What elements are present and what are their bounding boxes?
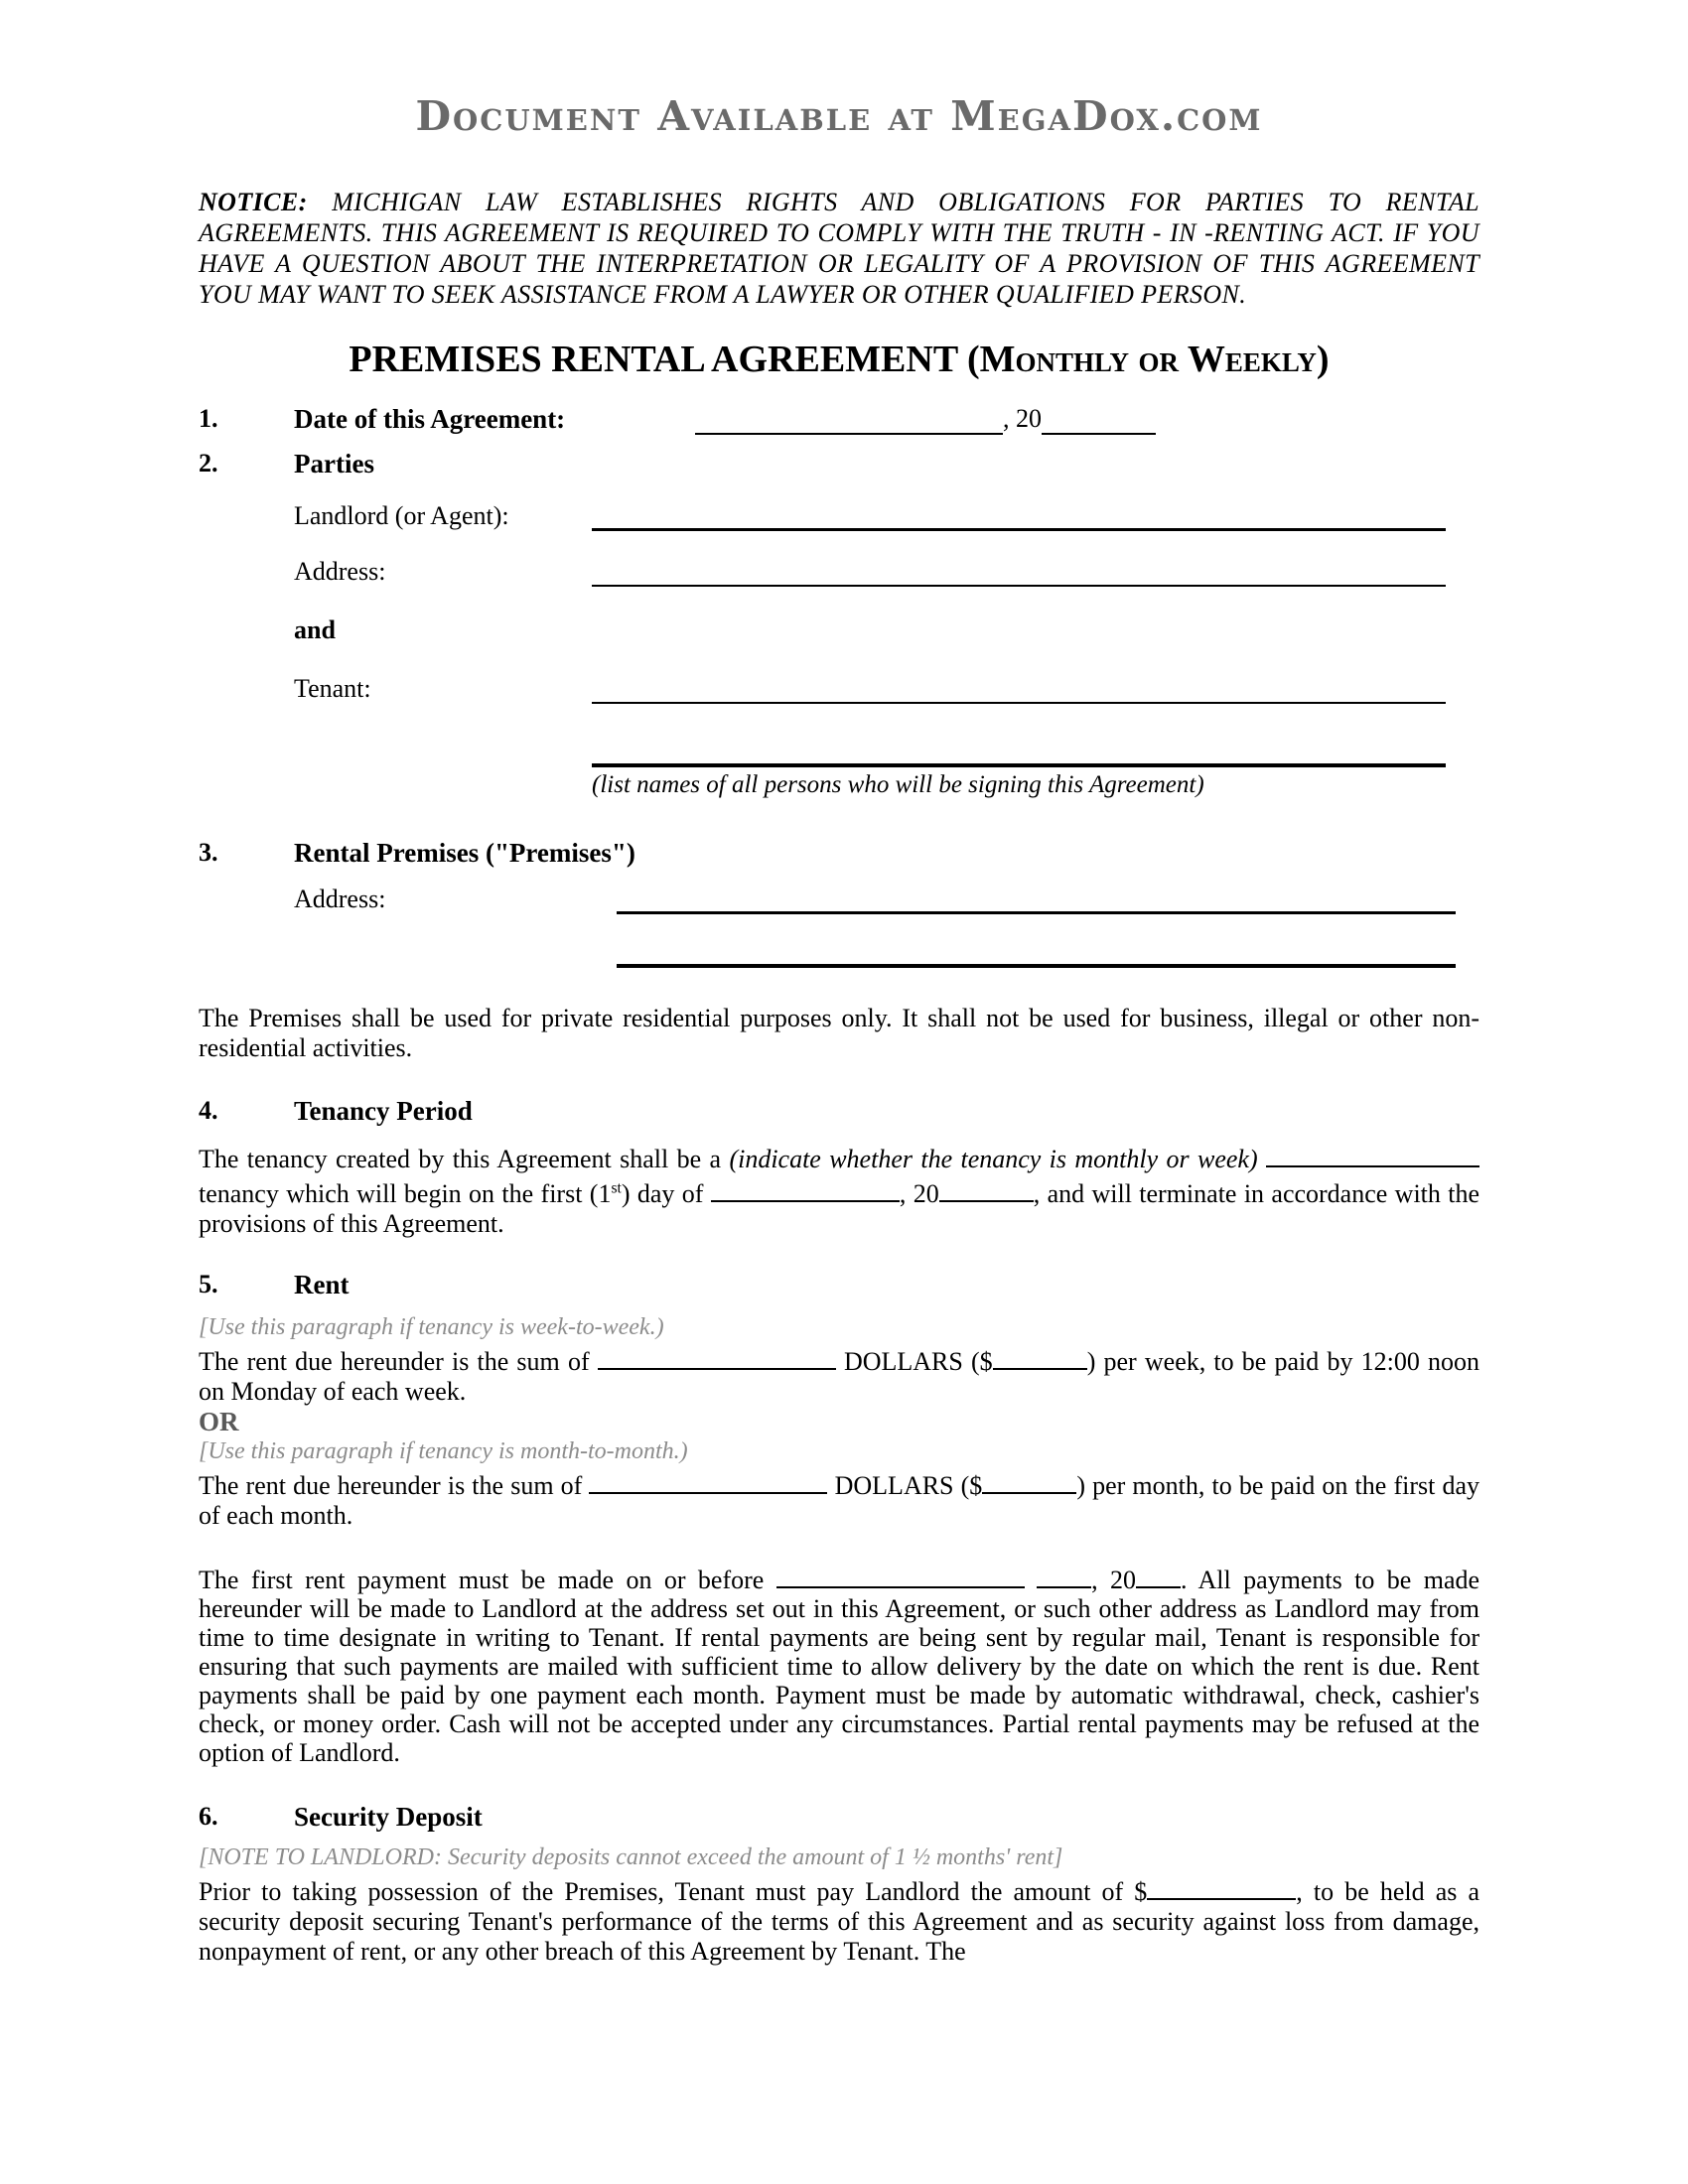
rent-heading: Rent xyxy=(294,1270,350,1299)
weekly-rent-words-blank[interactable] xyxy=(598,1342,836,1370)
statutory-notice xyxy=(199,187,1479,310)
premises-address-blank-2[interactable] xyxy=(617,962,1456,968)
section-2-number: 2. xyxy=(199,449,218,478)
deposit-landlord-note: [NOTE TO LANDLORD: Security deposits cannot exceed the amount of 1 ½ months' rent] xyxy=(199,1844,1063,1870)
site-header-banner: Document Available at MegaDox.com xyxy=(415,92,1263,140)
tenant-label: Tenant: xyxy=(294,674,371,703)
title-prefix: PREMISES RENTAL AGREEMENT ( xyxy=(349,339,980,380)
payment-start: The first rent payment must be made on or before xyxy=(199,1566,765,1594)
weekly-rent-end: ) per week, to be paid by 12:00 noon on Monday of each week. xyxy=(199,1347,1479,1406)
first-payment-day-blank[interactable] xyxy=(1037,1561,1091,1588)
parties-heading: Parties xyxy=(294,449,374,478)
tenancy-month-blank[interactable] xyxy=(711,1174,900,1202)
monthly-rent-start: The rent due hereunder is the sum of xyxy=(199,1471,583,1500)
date-blank[interactable] xyxy=(695,431,1003,435)
premises-address-label: Address: xyxy=(294,885,386,913)
section-1-date xyxy=(199,403,1479,435)
monthly-rent-paragraph xyxy=(199,1466,1479,1531)
date-year-blank[interactable] xyxy=(1042,431,1156,435)
first-payment-year-blank[interactable] xyxy=(1136,1561,1181,1588)
notice-label: NOTICE: xyxy=(199,188,308,216)
monthly-rent-end: ) per month, to be paid on the first day of each month. xyxy=(199,1471,1479,1530)
date-comma-20: , 20 xyxy=(1003,404,1042,433)
tenancy-heading: Tenancy Period xyxy=(294,1096,473,1126)
section-3-premises xyxy=(199,837,1479,869)
monthly-rent-dollars: DOLLARS ($ xyxy=(834,1471,983,1500)
monthly-rent-amount-blank[interactable] xyxy=(982,1466,1076,1494)
section-4-number: 4. xyxy=(199,1096,218,1125)
document-title xyxy=(199,336,1479,383)
section-5-number: 5. xyxy=(199,1270,218,1298)
date-label: Date of this Agreement: xyxy=(294,404,566,434)
landlord-label: Landlord (or Agent): xyxy=(294,501,509,530)
title-suffix: ) xyxy=(1316,339,1330,380)
first-payment-date-blank[interactable] xyxy=(776,1561,1025,1588)
section-5-rent xyxy=(199,1269,1479,1300)
section-4-tenancy xyxy=(199,1095,1479,1127)
payment-comma-20: , 20 xyxy=(1091,1566,1137,1594)
tenancy-text-mid: tenancy which will begin on the first (1 xyxy=(199,1179,612,1208)
payment-terms-paragraph xyxy=(199,1561,1479,1767)
tenant-names-caption: (list names of all persons who will be signing this Agreement) xyxy=(592,771,1204,798)
tenant-row xyxy=(294,674,1479,704)
weekly-rent-paragraph xyxy=(199,1342,1479,1407)
or-label: OR xyxy=(199,1407,239,1436)
deposit-heading: Security Deposit xyxy=(294,1802,483,1832)
notice-text: MICHIGAN LAW ESTABLISHES RIGHTS AND OBLIGATIONS FOR PARTIES TO RENTAL AGREEMENTS. THIS AGREEMENT IS REQUIRED TO COMPLY WITH THE TRUTH - IN -RENTING ACT. IF YOU HAVE A QUESTION ABOUT THE INTERPRETATION OR LEGALITY OF A PROVISION OF THIS AGREEMENT YOU MAY WANT TO SEEK ASSISTANCE FROM A LAWYER OR OTHER QUALIFIED PERSON. xyxy=(199,188,1479,309)
premises-address-blank-1[interactable] xyxy=(617,909,1456,914)
landlord-row xyxy=(294,501,1479,531)
tenancy-type-blank[interactable] xyxy=(1266,1140,1479,1167)
tenancy-paragraph xyxy=(199,1140,1479,1239)
landlord-name-blank[interactable] xyxy=(592,526,1446,531)
landlord-address-blank[interactable] xyxy=(592,583,1446,587)
section-6-deposit xyxy=(199,1801,1479,1833)
deposit-start: Prior to taking possession of the Premises, Tenant must pay Landlord the amount of $ xyxy=(199,1877,1148,1906)
deposit-paragraph xyxy=(199,1872,1479,1967)
premises-heading: Rental Premises ("Premises") xyxy=(294,838,635,868)
tenancy-year-blank[interactable] xyxy=(939,1174,1034,1202)
landlord-address-label: Address: xyxy=(294,557,386,586)
weekly-rent-start: The rent due hereunder is the sum of xyxy=(199,1347,590,1376)
premises-use-paragraph: The Premises shall be used for private residential purposes only. It shall not be used for business, illegal or other non-residential activities. xyxy=(199,1004,1479,1062)
tenancy-ordinal: st xyxy=(611,1179,622,1197)
tenancy-text-end: , and will terminate in accordance with the provisions of this Agreement. xyxy=(199,1179,1480,1238)
month-to-month-note: [Use this paragraph if tenancy is month-to-month.) xyxy=(199,1438,688,1464)
tenancy-day-of: ) day of xyxy=(621,1179,704,1208)
weekly-rent-amount-blank[interactable] xyxy=(993,1342,1087,1370)
title-smallcaps: Monthly or Weekly xyxy=(979,339,1317,380)
and-label: and xyxy=(294,615,336,644)
tenant-name-blank[interactable] xyxy=(592,700,1446,704)
tenant-names-blank-2[interactable] xyxy=(592,761,1446,767)
monthly-rent-words-blank[interactable] xyxy=(589,1466,827,1494)
deposit-end: , to be held as a security deposit securing Tenant's performance of the terms of this Agreement and as security against loss from damage, nonpayment of rent, or any other breach of this Agreement by Tenant. The xyxy=(199,1877,1479,1966)
premises-address-row xyxy=(294,885,1479,914)
deposit-amount-blank[interactable] xyxy=(1147,1872,1296,1900)
payment-end: . All payments to be made hereunder will be made to Landlord at the address set out in this Agreement, or such other address as Landlord may from time to time designate in writing to Tenant. If rental payments are being sent by regular mail, Tenant is responsible for ensuring that such payments are mailed with sufficient time to allow delivery by the date on which the rent is due. Rent payments shall be paid by one payment each month. Payment must be made by automatic withdrawal, check, cashier's check, or money order. Cash will not be accepted under any circumstances. Partial rental payments may be refused at the option of Landlord. xyxy=(199,1566,1480,1767)
section-3-number: 3. xyxy=(199,838,218,867)
and-row xyxy=(294,615,1479,645)
section-6-number: 6. xyxy=(199,1802,218,1831)
section-1-number: 1. xyxy=(199,404,218,433)
tenancy-comma-20: , 20 xyxy=(899,1179,939,1208)
weekly-rent-dollars: DOLLARS ($ xyxy=(843,1347,993,1376)
week-to-week-note: [Use this paragraph if tenancy is week-to-week.) xyxy=(199,1314,664,1340)
section-2-parties xyxy=(199,448,1479,479)
tenancy-instruction: (indicate whether the tenancy is monthly or week) xyxy=(729,1145,1258,1173)
tenancy-text-start: The tenancy created by this Agreement shall be a xyxy=(199,1145,722,1173)
landlord-address-row xyxy=(294,557,1479,587)
